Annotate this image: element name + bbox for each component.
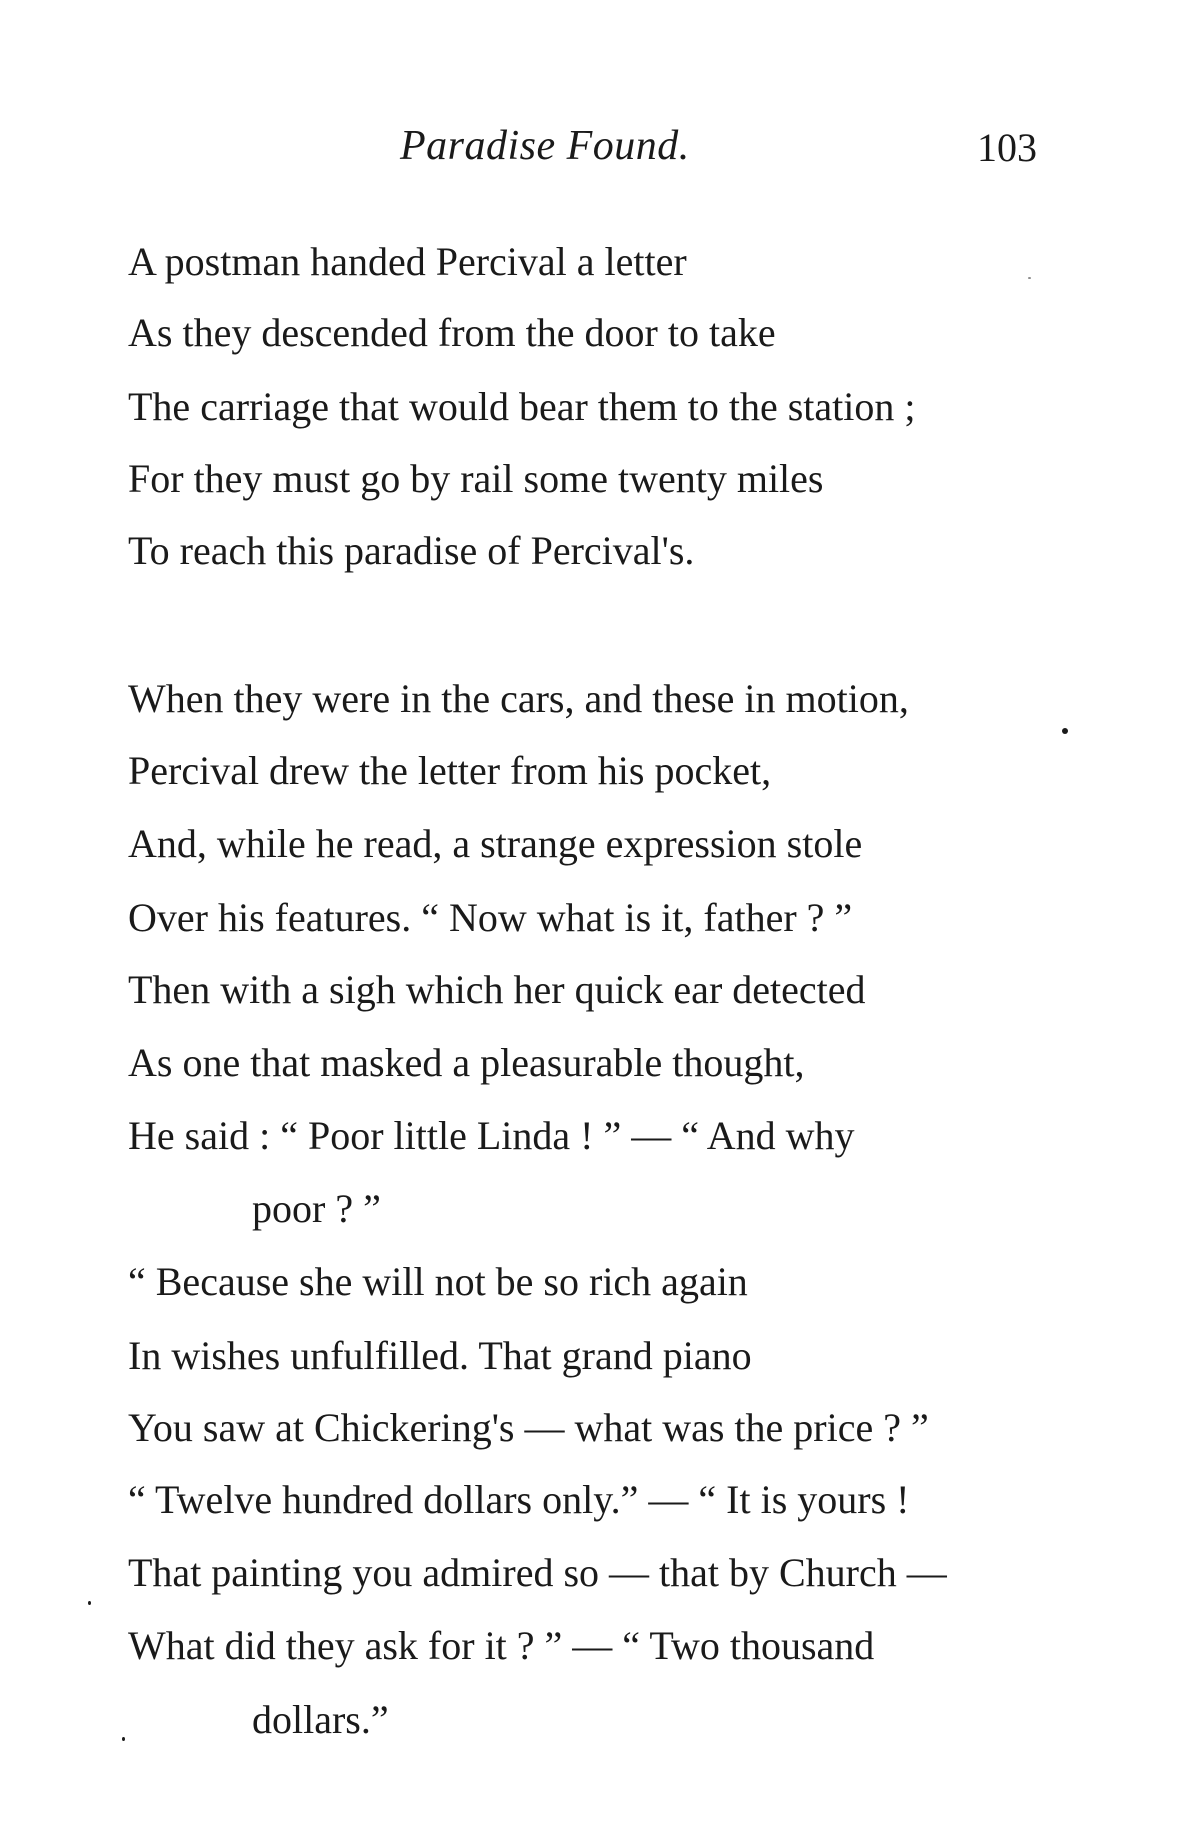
- poem-line: A postman handed Percival a letter: [128, 239, 687, 284]
- ink-speck: [88, 1601, 91, 1605]
- poem-line: For they must go by rail some twenty miles: [128, 456, 824, 501]
- poem-line: That painting you admired so — that by Church —: [128, 1550, 947, 1595]
- ink-speck: [1062, 728, 1068, 734]
- poem-line: He said : “ Poor little Linda ! ” — “ And why: [128, 1113, 855, 1158]
- poem-line: Over his features. “ Now what is it, father ? ”: [128, 895, 853, 940]
- poem-line: What did they ask for it ? ” — “ Two thousand: [128, 1623, 875, 1668]
- poem-line: As one that masked a pleasurable thought,: [128, 1040, 805, 1085]
- running-header: [0, 122, 1188, 182]
- page-number: 103: [977, 125, 1037, 170]
- poem-line: “ Twelve hundred dollars only.” — “ It is yours !: [128, 1477, 910, 1522]
- poem-line: As they descended from the door to take: [128, 310, 776, 355]
- poem-line: Percival drew the letter from his pocket,: [128, 748, 772, 793]
- poem-line: To reach this paradise of Percival's.: [128, 528, 695, 573]
- running-title: Paradise Found.: [400, 123, 690, 169]
- poem-line: You saw at Chickering's — what was the price ? ”: [128, 1405, 929, 1450]
- poem-line-continuation: dollars.”: [252, 1697, 389, 1742]
- poem-line: Then with a sigh which her quick ear detected: [128, 967, 866, 1012]
- ink-speck: [1028, 277, 1031, 279]
- poem-line: When they were in the cars, and these in motion,: [128, 676, 909, 721]
- poem-line: “ Because she will not be so rich again: [128, 1259, 748, 1304]
- poem-line: And, while he read, a strange expression stole: [128, 821, 863, 866]
- ink-speck: [122, 1737, 125, 1741]
- poem-line: The carriage that would bear them to the station ;: [128, 384, 916, 429]
- poem-line: In wishes unfulfilled. That grand piano: [128, 1333, 752, 1378]
- poem-line-continuation: poor ? ”: [252, 1186, 381, 1231]
